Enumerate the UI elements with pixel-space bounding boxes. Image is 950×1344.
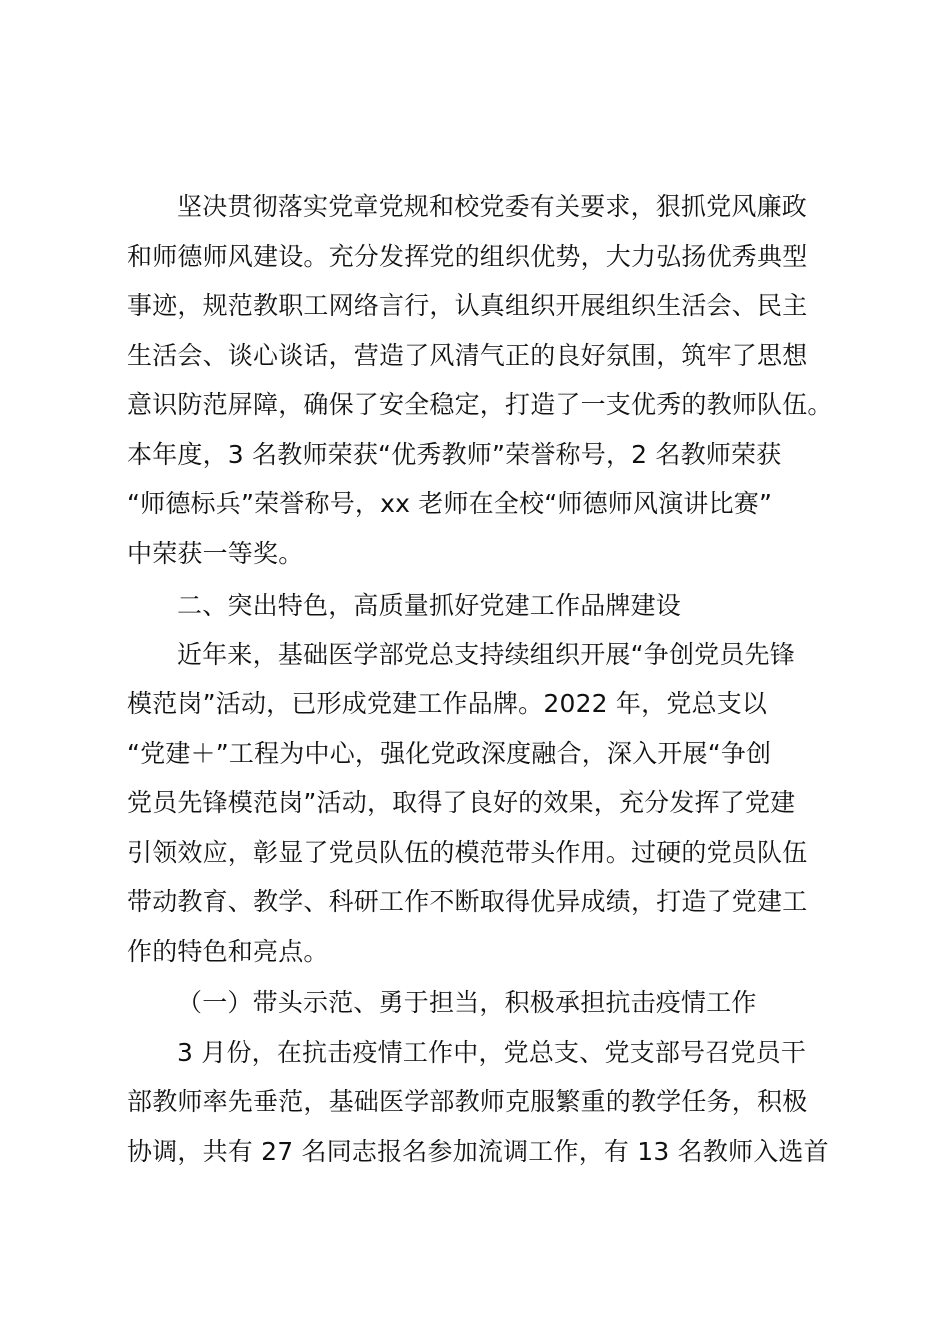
paragraph-2-line-3: “党建＋”工程为中心，强化党政深度融合，深入开展“争创	[127, 739, 772, 768]
paragraph-1-line-2: 和师德师风建设。充分发挥党的组织优势，大力弘扬优秀典型	[127, 242, 808, 271]
paragraph-2-line-7: 作的特色和亮点。	[127, 937, 329, 966]
paragraph-1-line-1: 坚决贯彻落实党章党规和校党委有关要求，狠抓党风廉政	[177, 192, 808, 221]
paragraph-2-line-4: 党员先锋模范岗”活动，取得了良好的效果，充分发挥了党建	[127, 788, 796, 817]
paragraph-1-line-7: “师德标兵”荣誉称号，xx 老师在全校“师德师风演讲比赛”	[127, 489, 773, 518]
paragraph-1-line-6: 本年度，3 名教师荣获“优秀教师”荣誉称号，2 名教师荣获	[127, 440, 782, 469]
paragraph-3-line-2: 部教师率先垂范，基础医学部教师克服繁重的教学任务，积极	[127, 1087, 808, 1116]
paragraph-2-line-2: 模范岗”活动，已形成党建工作品牌。2022 年，党总支以	[127, 689, 768, 718]
paragraph-1-line-4: 生活会、谈心谈话，营造了风清气正的良好氛围，筑牢了思想	[127, 341, 808, 370]
paragraph-2-line-6: 带动教育、教学、科研工作不断取得优异成绩，打造了党建工	[127, 887, 808, 916]
paragraph-2-line-5: 引领效应，彰显了党员队伍的模范带头作用。过硬的党员队伍	[127, 838, 808, 867]
section-heading-2: 二、突出特色，高质量抓好党建工作品牌建设	[177, 591, 682, 620]
paragraph-3-line-3: 协调，共有 27 名同志报名参加流调工作，有 13 名教师入选首	[127, 1137, 829, 1166]
paragraph-2-line-1: 近年来，基础医学部党总支持续组织开展“争创党员先锋	[177, 640, 795, 669]
paragraph-1-line-3: 事迹，规范教职工网络言行，认真组织开展组织生活会、民主	[127, 291, 808, 320]
subsection-heading-1: （一）带头示范、勇于担当，积极承担抗击疫情工作	[177, 988, 757, 1017]
paragraph-1-line-8: 中荣获一等奖。	[127, 539, 304, 568]
paragraph-1-line-5: 意识防范屏障，确保了安全稳定，打造了一支优秀的教师队伍。	[127, 390, 833, 419]
paragraph-3-line-1: 3 月份，在抗击疫情工作中，党总支、党支部号召党员干	[177, 1038, 807, 1067]
